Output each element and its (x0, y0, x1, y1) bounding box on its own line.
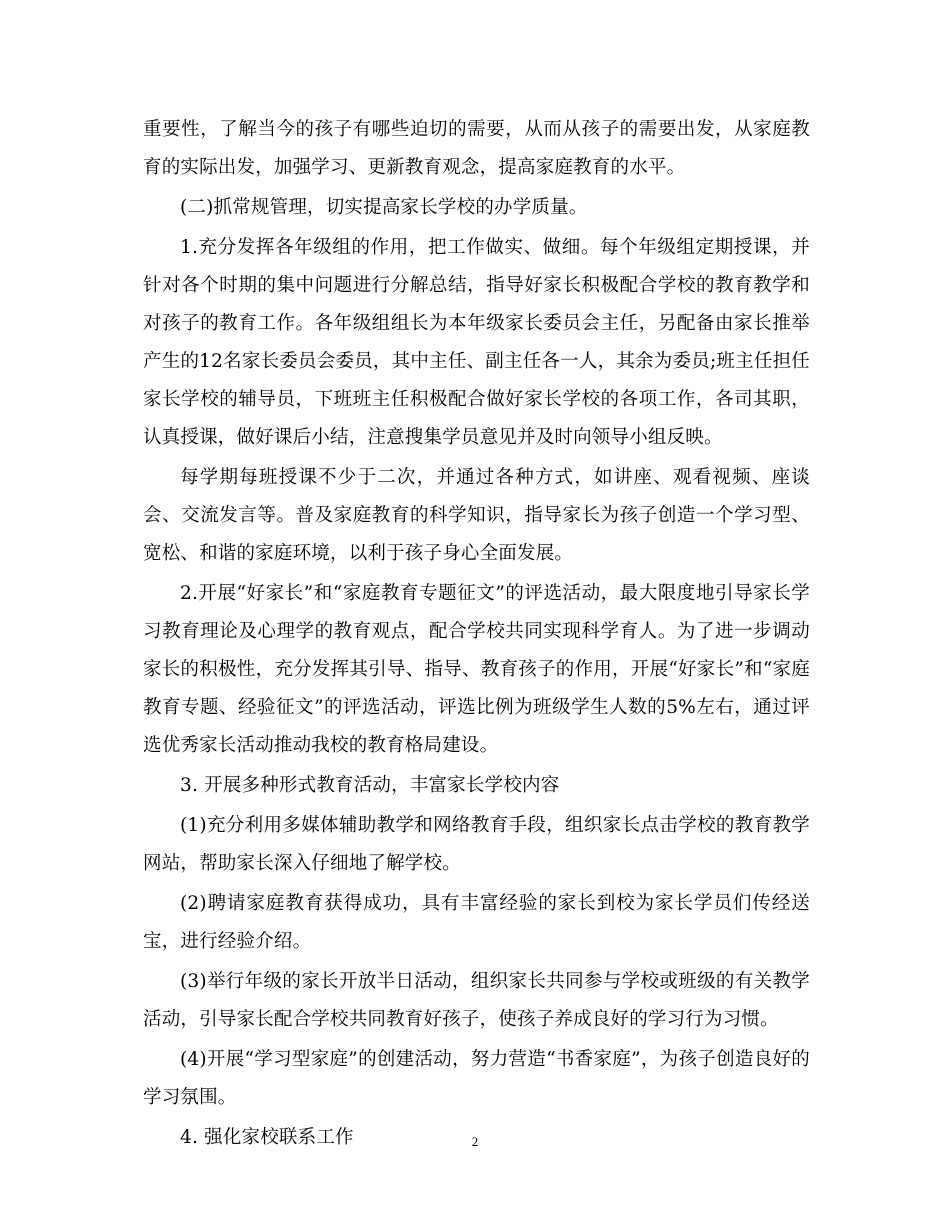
paragraph-subitem-4: (4)开展“学习型家庭”的创建活动，努力营造“书香家庭”，为孩子创造良好的学习氛围。 (143, 1049, 810, 1108)
paragraph-continuation: 重要性，了解当今的孩子有哪些迫切的需要，从而从孩子的需要出发，从家庭教育的实际出发，加强学习、更新教育观念，提高家庭教育的水平。 (143, 119, 810, 178)
paragraph-item-4-heading: 4. 强化家校联系工作 (180, 1127, 354, 1148)
page-number: 2 (471, 1134, 479, 1149)
section-heading-2: (二)抓常规管理，切实提高家长学校的办学质量。 (180, 197, 588, 218)
paragraph-subitem-3: (3)举行年级的家长开放半日活动，组织家长共同参与学校或班级的有关教学活动，引导家长配合学校共同教育好孩子，使孩子养成良好的学习行为习惯。 (143, 971, 810, 1030)
paragraph-item-2: 2.开展“好家长”和“家庭教育专题征文”的评选活动，最大限度地引导家长学习教育理论及心理学的教育观点，配合学校共同实现科学育人。为了进一步调动家长的积极性，充分发挥其引导、指导、教育孩子的作用，开展“好家长”和“家庭教育专题、经验征文”的评选活动，评选比例为班级学生人数的5%左右，通过评选优秀家长活动推动我校的教育格局建设。 (143, 583, 810, 756)
paragraph-teaching-frequency: 每学期每班授课不少于二次，并通过各种方式，如讲座、观看视频、座谈会、交流发言等。普及家庭教育的科学知识，指导家长为孩子创造一个学习型、宽松、和谐的家庭环境，以利于孩子身心全面发展。 (143, 467, 810, 564)
paragraph-subitem-2: (2)聘请家庭教育获得成功，具有丰富经验的家长到校为家长学员们传经送宝，进行经验介绍。 (143, 893, 810, 952)
document-body (143, 111, 810, 1159)
paragraph-item-1: 1.充分发挥各年级组的作用，把工作做实、做细。每个年级组定期授课，并针对各个时期的集中问题进行分解总结，指导好家长积极配合学校的教育教学和对孩子的教育工作。各年级组组长为本年级家长委员会主任，另配备由家长推举产生的12名家长委员会委员，其中主任、副主任各一人，其余为委员;班主任担任家长学校的辅导员，下班班主任积极配合做好家长学校的各项工作，各司其职，认真授课，做好课后小结，注意搜集学员意见并及时向领导小组反映。 (143, 237, 810, 448)
paragraph-subitem-1: (1)充分利用多媒体辅助教学和网络教育手段，组织家长点击学校的教育教学网站，帮助家长深入仔细地了解学校。 (143, 815, 810, 874)
paragraph-item-3-heading: 3. 开展多种形式教育活动，丰富家长学校内容 (180, 775, 560, 796)
